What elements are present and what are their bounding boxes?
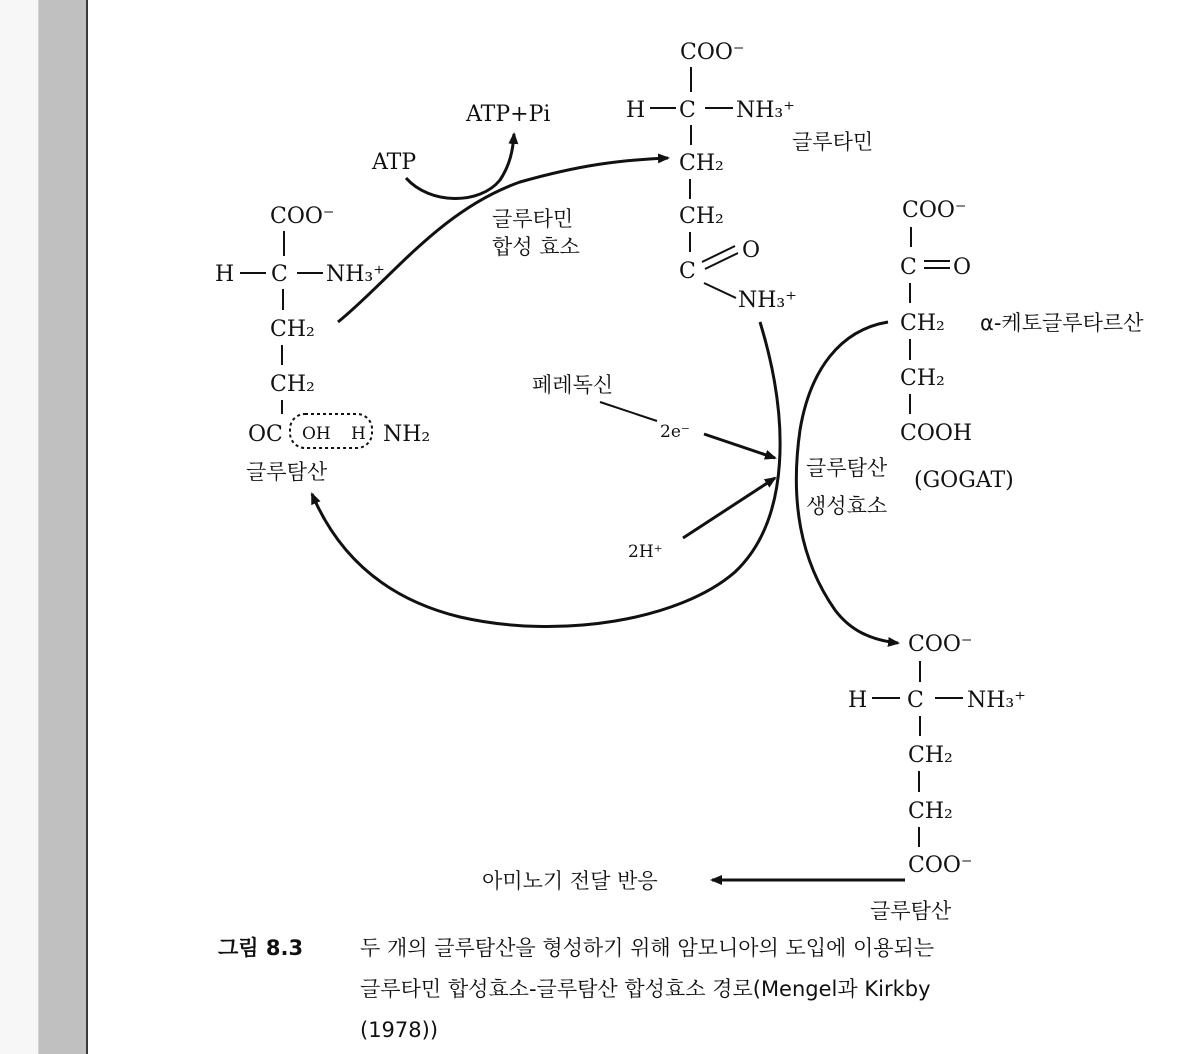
gln-bond-amide-n bbox=[704, 283, 736, 298]
left-glutamate-label: 글루탐산 bbox=[246, 460, 328, 484]
caption-line-2: 글루타민 합성효소-글루탐산 합성효소 경로(Mengel과 Kirkby bbox=[360, 977, 931, 1001]
caption-line-3: (1978)) bbox=[360, 1018, 439, 1042]
left-ch2-a: CH₂ bbox=[270, 317, 315, 342]
left-nh2: NH₂ bbox=[383, 422, 431, 447]
caption-line-1: 두 개의 글루탐산을 형성하기 위해 암모니아의 도입에 이용되는 bbox=[360, 936, 935, 960]
prod-coo: COO⁻ bbox=[908, 632, 973, 657]
left-nh3: NH₃⁺ bbox=[326, 262, 385, 287]
prod-coo-bottom: COO⁻ bbox=[908, 853, 973, 878]
ferredoxin-line bbox=[600, 402, 657, 421]
atp-label: ATP bbox=[372, 150, 417, 175]
gln-o: O bbox=[742, 238, 761, 263]
akg-o: O bbox=[953, 255, 972, 280]
left-ch2-b: CH₂ bbox=[270, 372, 315, 397]
prod-h: H bbox=[848, 688, 868, 713]
figure-number: 그림 8.3 bbox=[218, 936, 304, 960]
gln-c-amide: C bbox=[679, 259, 696, 284]
protons-label: 2H⁺ bbox=[628, 542, 663, 562]
left-h-small: H bbox=[351, 424, 366, 444]
left-h: H bbox=[215, 262, 235, 287]
enzyme1-line2: 합성 효소 bbox=[492, 235, 580, 259]
gln-nh3-amide: NH₃⁺ bbox=[738, 288, 797, 313]
electrons-arrow bbox=[704, 434, 775, 458]
enzyme2-line2: 생성효소 bbox=[806, 494, 888, 518]
akg-ch2-b: CH₂ bbox=[900, 366, 945, 391]
akg-cooh: COOH bbox=[900, 421, 973, 446]
ferredoxin-label: 페레독신 bbox=[532, 373, 614, 397]
atp-pi-label: ATP+Pi bbox=[466, 102, 551, 127]
atp-hydrolysis-arrow bbox=[406, 134, 514, 199]
prod-nh3: NH₃⁺ bbox=[967, 688, 1026, 713]
akg-coo: COO⁻ bbox=[902, 198, 967, 223]
enzyme2-abbr: (GOGAT) bbox=[914, 468, 1014, 493]
left-coo: COO⁻ bbox=[270, 204, 335, 229]
left-glutamate bbox=[215, 204, 430, 484]
gln-double-bond-b bbox=[705, 253, 738, 269]
enzyme1-line1: 글루타민 bbox=[492, 207, 574, 231]
left-oc: OC bbox=[248, 422, 283, 447]
gln-double-bond-a bbox=[702, 246, 735, 262]
glutamine-structure bbox=[626, 40, 873, 313]
left-oh: OH bbox=[302, 424, 331, 444]
ketoglutarate-structure bbox=[900, 198, 1144, 446]
akg-c: C bbox=[900, 255, 917, 280]
gln-nh3: NH₃⁺ bbox=[736, 98, 795, 123]
ketoglutarate-to-glutamate-arrow bbox=[796, 322, 898, 643]
left-c: C bbox=[271, 262, 288, 287]
enzyme2-line1: 글루탐산 bbox=[806, 456, 888, 480]
prod-c: C bbox=[907, 688, 924, 713]
gln-c: C bbox=[679, 98, 696, 123]
glutamine-label: 글루타민 bbox=[792, 130, 874, 154]
protons-arrow bbox=[683, 478, 775, 538]
ketoglutarate-label: α-케토글루타르산 bbox=[980, 311, 1144, 335]
gln-ch2-b: CH₂ bbox=[679, 204, 724, 229]
prod-ch2-b: CH₂ bbox=[908, 799, 953, 824]
gln-coo: COO⁻ bbox=[680, 40, 745, 65]
electrons-label: 2e⁻ bbox=[660, 422, 690, 442]
gln-ch2-a: CH₂ bbox=[679, 151, 724, 176]
transamination-label: 아미노기 전달 반응 bbox=[482, 869, 658, 893]
amide-transfer-arrow bbox=[312, 322, 780, 627]
prod-ch2-a: CH₂ bbox=[908, 743, 953, 768]
akg-ch2-a: CH₂ bbox=[900, 311, 945, 336]
gln-h: H bbox=[626, 98, 646, 123]
product-glutamate-label: 글루탐산 bbox=[870, 899, 952, 923]
